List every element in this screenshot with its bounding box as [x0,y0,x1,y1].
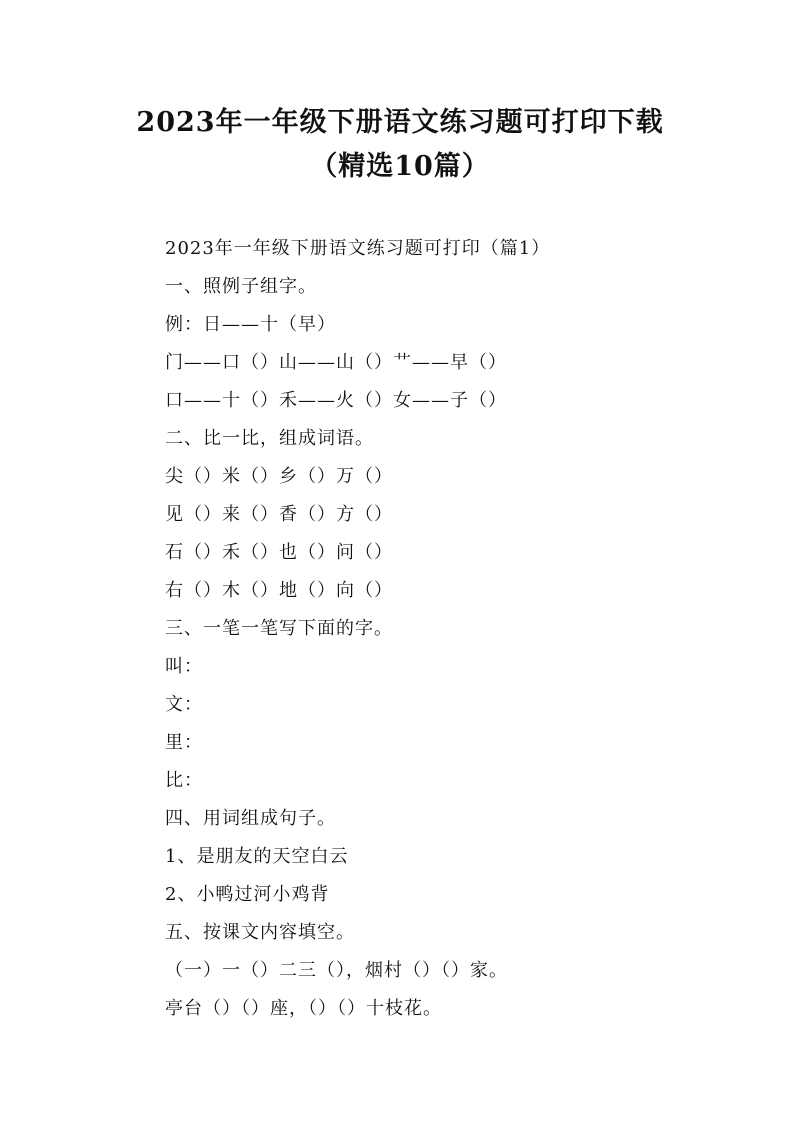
writing-item: 里： [165,732,203,753]
exercise-line: 右（）木（）地（）向（） [165,580,393,601]
question-heading-4: 四、用词组成句子。 [165,808,336,829]
sentence-item: 1、是朋友的天空白云 [165,846,349,867]
writing-item: 文： [165,694,203,715]
question-heading-3: 三、一笔一笔写下面的字。 [165,618,393,639]
exercise-line: 见（）来（）香（）方（） [165,504,393,525]
exercise-line: 门——口（）山——山（）艹——早（） [165,352,507,373]
question-heading-5: 五、按课文内容填空。 [165,922,355,943]
writing-item: 比： [165,770,203,791]
fill-blank-line: 亭台（）（）座，（）（）十枝花。 [165,998,442,1019]
document-title: 2023年一年级下册语文练习题可打印下载 [136,107,664,138]
exercise-line: 尖（）米（）乡（）万（） [165,466,393,487]
question-heading-1: 一、照例子组字。 [165,276,317,297]
fill-blank-line: （一）一（）二三（），烟村（）（）家。 [165,960,508,981]
sentence-item: 2、小鸭过河小鸡背 [165,884,330,905]
writing-item: 叫： [165,656,203,677]
document-subtitle: （精选10篇） [310,151,490,182]
section-heading: 2023年一年级下册语文练习题可打印（篇1） [165,238,551,259]
exercise-line: 口——十（）禾——火（）女——子（） [165,390,507,411]
question-heading-2: 二、比一比，组成词语。 [165,428,374,449]
exercise-line: 石（）禾（）也（）问（） [165,542,393,563]
document-body [165,230,685,1028]
example-line: 例：日——十（早） [165,314,336,335]
